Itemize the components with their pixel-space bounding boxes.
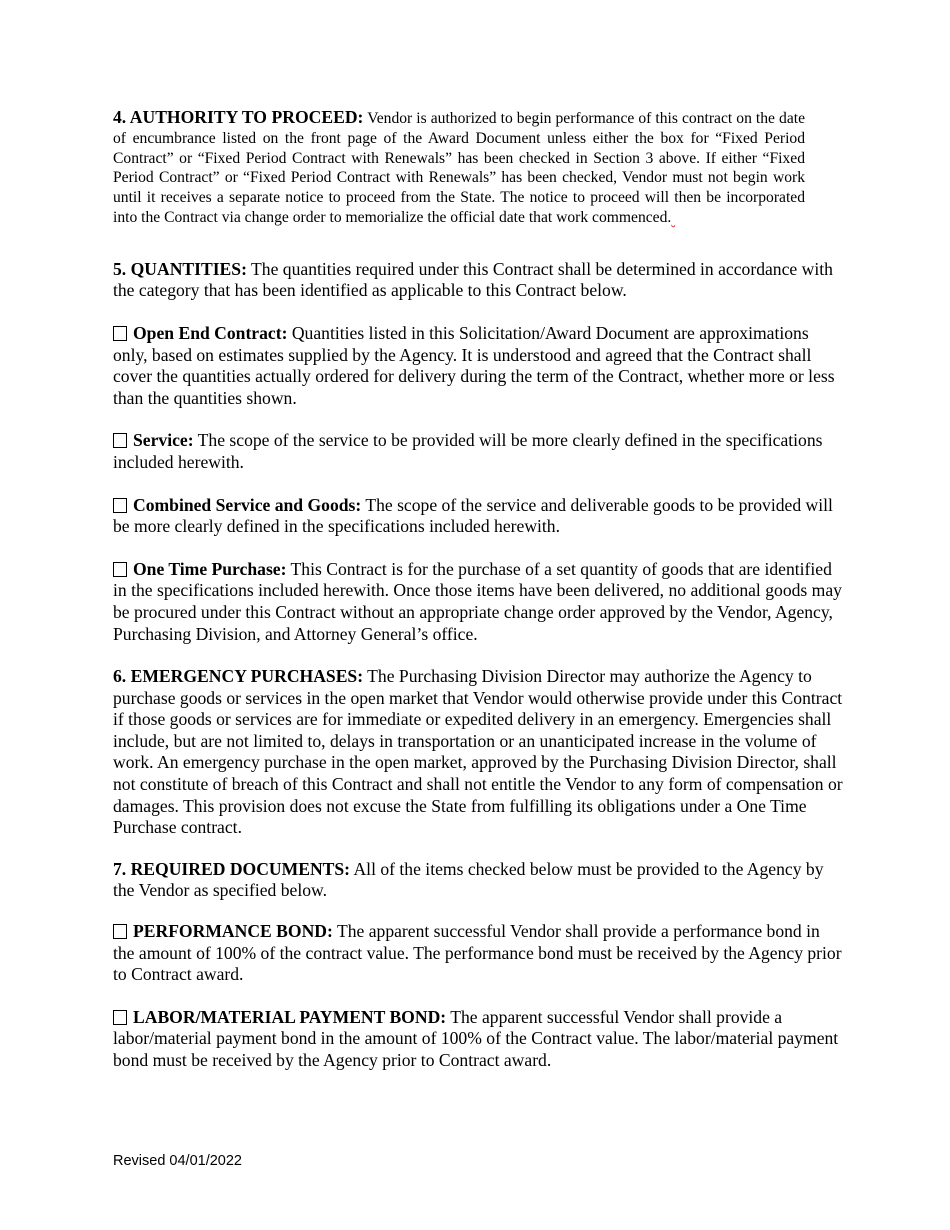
combined-label: Combined Service and Goods:: [133, 494, 362, 515]
performance-bond-label: PERFORMANCE BOND:: [133, 921, 333, 942]
combined-text: The scope of the service and deliverable goods to be provided will be more clearly defined in the specifications included herewith.: [113, 494, 833, 537]
section-7-required-docs: [113, 859, 845, 902]
one-time-label: One Time Purchase:: [133, 558, 287, 579]
section-5-body: The quantities required under this Contract shall be determined in accordance with the category that has been identified as applicable to this Contract below.: [113, 258, 833, 301]
service-text: The scope of the service to be provided will be more clearly defined in the specifications included herewith.: [113, 430, 823, 472]
section-6-emergency: [113, 666, 845, 839]
section-5-heading: 5. QUANTITIES:: [113, 258, 247, 279]
open-end-checkbox[interactable]: [113, 326, 127, 341]
revised-date-footer: Revised 04/01/2022: [113, 1153, 242, 1169]
open-end-label: Open End Contract:: [133, 322, 288, 343]
section-7-heading: 7. REQUIRED DOCUMENTS:: [113, 858, 351, 879]
document-page: [113, 108, 845, 1072]
section-6-heading: 6. EMERGENCY PURCHASES:: [113, 666, 364, 687]
section-5-quantities: [113, 259, 845, 302]
section-4-heading: 4. AUTHORITY TO PROCEED:: [113, 107, 364, 127]
performance-bond-text: The apparent successful Vendor shall provide a performance bond in the amount of 100% of the contract value. The performance bond must be received by the Agency prior to Contract award.: [113, 921, 842, 985]
labor-bond-checkbox[interactable]: [113, 1010, 127, 1025]
option-combined-service-goods: [113, 495, 845, 538]
section-4-authority: [113, 108, 805, 228]
open-end-text: Quantities listed in this Solicitation/Award Document are approximations only, based on estimates supplied by the Agency. It is understood and agreed that the Contract shall cover the quantities actually ordered for delivery during the term of the Contract, whether more or less than the quantities shown.: [113, 322, 835, 408]
combined-checkbox[interactable]: [113, 498, 127, 513]
option-performance-bond: [113, 921, 845, 986]
labor-bond-label: LABOR/MATERIAL PAYMENT BOND:: [133, 1006, 447, 1027]
option-one-time-purchase: [113, 559, 845, 645]
option-open-end-contract: [113, 323, 845, 409]
section-6-body: The Purchasing Division Director may authorize the Agency to purchase goods or services in the open market that Vendor would otherwise provide under this Contract if those goods or services are for immediate or expedited delivery in an emergency. Emergencies shall include, but are not limited to, delays in transportation or an unanticipated increase in the volume of work. An emergency purchase in the open market, approved by the Purchasing Division Director, shall not constitute of breach of this Contract and shall not entitle the Vendor to any form of compensation or damages. This provision does not excuse the State from fulfilling its obligations under a One Time Purchase contract.: [113, 666, 843, 838]
one-time-text: This Contract is for the purchase of a set quantity of goods that are identified in the specifications included herewith. Once those items have been delivered, no additional goods may be procured under this Contract without an appropriate change order approved by the Vendor, Agency, Purchasing Division, and Attorney General’s office.: [113, 558, 842, 644]
section-4-body: Vendor is authorized to begin performance of this contract on the date of encumbrance listed on the front page of the Award Document unless either the box for “Fixed Period Contract” or “Fixed Period Contract with Renewals” has been checked in Section 3 above. If either “Fixed Period Contract” or “Fixed Period Contract with Renewals” has been checked, Vendor must not begin work until it receives a separate notice to proceed from the State. The notice to proceed will then be incorporated into the Contract via change order to memorialize the official date that work commenced.: [113, 110, 806, 226]
performance-bond-checkbox[interactable]: [113, 924, 127, 939]
option-service: [113, 430, 845, 473]
labor-bond-text: The apparent successful Vendor shall provide a labor/material payment bond in the amount of 100% of the Contract value. The labor/material payment bond must be received by the Agency prior to Contract award.: [113, 1006, 839, 1070]
service-checkbox[interactable]: [113, 433, 127, 448]
service-label: Service:: [133, 430, 194, 451]
option-labor-material-bond: [113, 1007, 845, 1072]
section-7-body: All of the items checked below must be provided to the Agency by the Vendor as specified below.: [113, 858, 824, 901]
one-time-checkbox[interactable]: [113, 562, 127, 577]
